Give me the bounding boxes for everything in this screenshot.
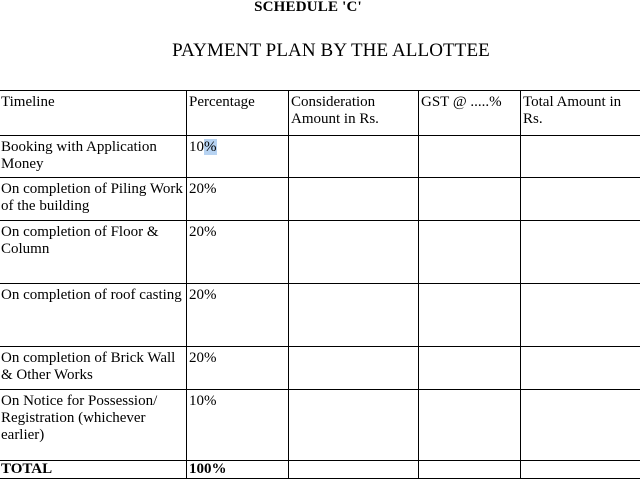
total-amount-cell[interactable]: [521, 347, 640, 390]
schedule-heading: SCHEDULE 'C': [254, 0, 362, 15]
timeline-cell: On completion of Piling Work of the building: [0, 178, 187, 221]
consideration-cell[interactable]: [289, 178, 419, 221]
total-row: [0, 461, 640, 479]
total-amount-cell[interactable]: [521, 221, 640, 284]
selected-text-highlight: %: [204, 139, 217, 155]
percentage-cell[interactable]: [187, 136, 289, 178]
total-label: TOTAL: [0, 461, 187, 479]
table-row: [0, 221, 640, 284]
header-percentage: Percentage: [187, 91, 289, 136]
timeline-cell: On completion of Floor & Column: [0, 221, 187, 284]
total-consideration-cell[interactable]: [289, 461, 419, 479]
consideration-cell[interactable]: [289, 284, 419, 347]
total-amount-cell[interactable]: [521, 136, 640, 178]
percentage-cell[interactable]: 20%: [187, 221, 289, 284]
table-row: [0, 390, 640, 461]
header-timeline: Timeline: [0, 91, 187, 136]
table-row: [0, 284, 640, 347]
table-row: [0, 178, 640, 221]
timeline-cell: On completion of Brick Wall & Other Works: [0, 347, 187, 390]
timeline-cell: Booking with Application Money: [0, 136, 187, 178]
header-consideration-amount: Consideration Amount in Rs.: [289, 91, 419, 136]
total-percentage: 100%: [187, 461, 289, 479]
header-total-amount: Total Amount in Rs.: [521, 91, 640, 136]
total-gst-cell[interactable]: [419, 461, 521, 479]
consideration-cell[interactable]: [289, 221, 419, 284]
gst-cell[interactable]: [419, 221, 521, 284]
table-row: [0, 347, 640, 390]
table-header-row: [0, 91, 640, 136]
table-row: [0, 136, 640, 178]
gst-cell[interactable]: [419, 390, 521, 461]
gst-cell[interactable]: [419, 136, 521, 178]
percentage-value: 10: [189, 139, 204, 155]
total-amount-cell[interactable]: [521, 284, 640, 347]
timeline-cell: On completion of roof casting: [0, 284, 187, 347]
payment-plan-table: [0, 90, 640, 479]
consideration-cell[interactable]: [289, 347, 419, 390]
percentage-cell[interactable]: 10%: [187, 390, 289, 461]
total-amount-cell[interactable]: [521, 178, 640, 221]
total-amount-cell[interactable]: [521, 390, 640, 461]
payment-plan-title: PAYMENT PLAN BY THE ALLOTTEE: [172, 40, 490, 61]
percentage-cell[interactable]: 20%: [187, 178, 289, 221]
consideration-cell[interactable]: [289, 390, 419, 461]
gst-cell[interactable]: [419, 347, 521, 390]
header-gst: GST @ .....%: [419, 91, 521, 136]
timeline-cell: On Notice for Possession/ Registration (whichever earlier): [0, 390, 187, 461]
total-amount-sum-cell[interactable]: [521, 461, 640, 479]
gst-cell[interactable]: [419, 284, 521, 347]
percentage-cell[interactable]: 20%: [187, 347, 289, 390]
percentage-cell[interactable]: 20%: [187, 284, 289, 347]
gst-cell[interactable]: [419, 178, 521, 221]
consideration-cell[interactable]: [289, 136, 419, 178]
